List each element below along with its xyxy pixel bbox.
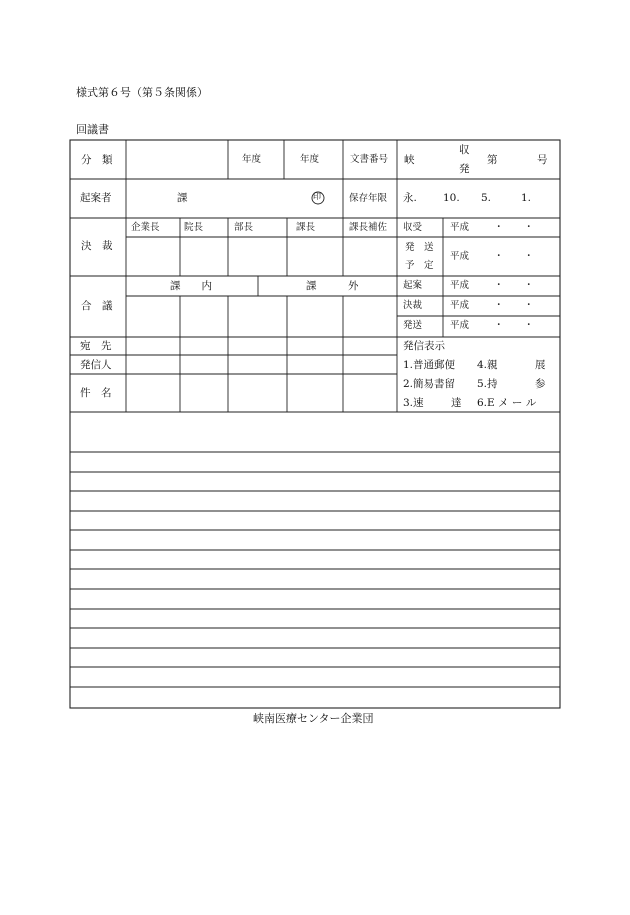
fiscal-year-label-2: 年度 xyxy=(300,154,320,165)
addressee-label: 宛 先 xyxy=(80,340,112,352)
date-separator: ・ xyxy=(494,320,504,331)
draft-date-label: 起案 xyxy=(403,280,423,291)
form-number: 様式第６号（第５条関係） xyxy=(76,86,208,99)
consultation-label: 合 議 xyxy=(81,300,113,312)
date-separator: ・ xyxy=(524,300,534,311)
send-method-option: 5.持 xyxy=(477,378,498,390)
classification-label: 分 類 xyxy=(81,154,113,166)
date-separator: ・ xyxy=(494,300,504,311)
date-separator: ・ xyxy=(524,320,534,331)
send-schedule-label: 予 定 xyxy=(405,260,434,271)
dispatch-date-era: 平成 xyxy=(450,320,470,331)
send-schedule-era: 平成 xyxy=(450,251,470,262)
date-separator: ・ xyxy=(524,222,534,233)
fiscal-year-label-1: 年度 xyxy=(242,154,262,165)
retention-value: 1. xyxy=(521,192,532,204)
receipt-era: 平成 xyxy=(450,222,470,233)
send-method-option-suffix: 参 xyxy=(535,378,546,390)
date-separator: ・ xyxy=(494,222,504,233)
retention-value: 永. xyxy=(403,192,417,204)
send-schedule-label: 発 送 xyxy=(405,242,434,253)
date-separator: ・ xyxy=(524,251,534,262)
approver-title: 企業長 xyxy=(131,222,160,233)
go-char: 号 xyxy=(537,154,548,166)
organization-name: 峡南医療センター企業団 xyxy=(253,712,374,725)
date-separator: ・ xyxy=(524,280,534,291)
send-char: 発 xyxy=(459,163,470,175)
send-method-option: 2.簡易書留 xyxy=(403,378,456,390)
sender-label: 発信人 xyxy=(80,359,112,371)
receipt-label: 収受 xyxy=(403,222,423,233)
section-ka: 課 xyxy=(177,192,188,204)
subject-label: 件 名 xyxy=(80,387,112,399)
retention-value: 10. xyxy=(443,192,460,204)
retention-label: 保存年限 xyxy=(349,193,388,204)
approver-title: 院長 xyxy=(184,222,204,233)
document-prefix: 峡 xyxy=(404,154,415,166)
approver-title: 部長 xyxy=(234,222,254,233)
retention-value: 5. xyxy=(481,192,492,204)
send-method-title: 発信表示 xyxy=(403,340,445,352)
send-method-option: 1.普通郵便 xyxy=(403,359,456,371)
draft-date-era: 平成 xyxy=(450,280,470,291)
receive-char: 収 xyxy=(459,144,470,156)
send-method-option: 3.速 xyxy=(403,397,424,409)
external-section-label: 課 外 xyxy=(306,280,359,292)
document-title: 回議書 xyxy=(76,123,109,136)
send-method-option-suffix: 展 xyxy=(535,359,546,371)
drafter-label: 起案者 xyxy=(80,192,112,204)
decision-date-era: 平成 xyxy=(450,300,470,311)
document-number-label: 文書番号 xyxy=(350,154,389,165)
seal-char: 印 xyxy=(313,192,321,201)
decision-date-label: 決裁 xyxy=(403,300,423,311)
send-method-option-suffix: 達 xyxy=(451,397,462,409)
send-method-option: 4.親 xyxy=(477,359,498,371)
send-method-option: 6.E メ ー ル xyxy=(477,397,537,409)
date-separator: ・ xyxy=(494,280,504,291)
internal-section-label: 課 内 xyxy=(170,280,212,292)
approval-label: 決 裁 xyxy=(81,240,113,252)
approver-title: 課長補佐 xyxy=(349,222,388,233)
date-separator: ・ xyxy=(494,251,504,262)
dai-char: 第 xyxy=(487,154,498,166)
dispatch-date-label: 発送 xyxy=(403,320,423,331)
approver-title: 課長 xyxy=(296,222,316,233)
